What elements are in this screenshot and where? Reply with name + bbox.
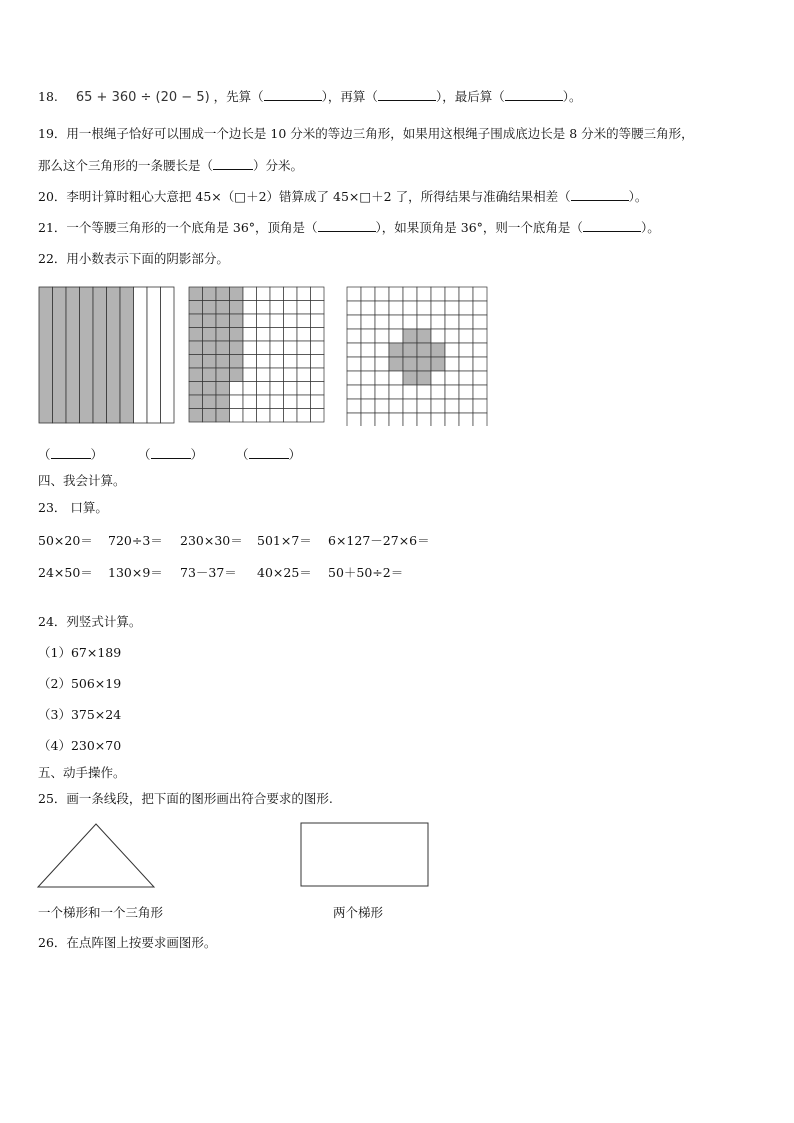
- grid-cell: [311, 287, 325, 301]
- grid-cell: [417, 385, 431, 399]
- grid-cell: [347, 315, 361, 329]
- text-part: ）。: [562, 89, 582, 104]
- calc-item: 230×30＝: [180, 533, 243, 548]
- strip: [93, 287, 107, 423]
- text-part: ），如果顶角是 36°，则一个底角是（: [375, 220, 583, 235]
- grid-cell: [270, 341, 284, 355]
- grid-cell: [189, 341, 203, 355]
- grid-cell: [473, 413, 487, 426]
- grid-cell: [389, 329, 403, 343]
- grid-cell: [297, 287, 311, 301]
- grid-cell: [311, 395, 325, 409]
- grid-cell: [189, 301, 203, 315]
- grid-cell: [270, 395, 284, 409]
- grid-cell: [445, 315, 459, 329]
- grid-cell: [189, 382, 203, 396]
- grid-cell: [189, 314, 203, 328]
- grid-cell: [203, 409, 217, 423]
- grid-cell: [311, 382, 325, 396]
- grid-cell: [431, 301, 445, 315]
- grid-cell: [445, 413, 459, 426]
- grid-cell: [189, 368, 203, 382]
- grid-cell: [216, 328, 230, 342]
- grid-cell: [473, 371, 487, 385]
- grid-cell: [257, 368, 271, 382]
- grid-cell: [216, 382, 230, 396]
- grid-cell: [230, 287, 244, 301]
- grid-cell: [297, 382, 311, 396]
- text-part: ）。: [640, 220, 660, 235]
- grid-cell: [243, 328, 257, 342]
- grid-cell: [189, 287, 203, 301]
- grid-cell: [459, 399, 473, 413]
- text-part: ，先算（: [213, 89, 264, 104]
- grid-cell: [459, 329, 473, 343]
- answer-blank[interactable]: [151, 446, 191, 459]
- grid-cell: [459, 385, 473, 399]
- grid-cell: [297, 368, 311, 382]
- grid-cell: [445, 357, 459, 371]
- answer-blank[interactable]: [318, 219, 376, 232]
- grid-cell: [311, 409, 325, 423]
- grid-cell: [403, 329, 417, 343]
- grid-cell: [375, 329, 389, 343]
- grid-cell: [445, 385, 459, 399]
- q22-answer-3: [236, 446, 301, 463]
- grid-cell: [445, 343, 459, 357]
- grid-cell: [311, 328, 325, 342]
- strip: [53, 287, 67, 423]
- grid-cell: [473, 357, 487, 371]
- grid-cell: [431, 287, 445, 301]
- grid-cell: [417, 301, 431, 315]
- calc-item: 501×7＝: [257, 533, 312, 548]
- grid-cell: [203, 301, 217, 315]
- answer-blank[interactable]: [571, 188, 629, 201]
- bracket: （: [38, 447, 51, 462]
- answer-blank[interactable]: [583, 219, 641, 232]
- grid-cell: [230, 368, 244, 382]
- grid-cell: [375, 385, 389, 399]
- grid-cell: [389, 371, 403, 385]
- grid-cell: [203, 341, 217, 355]
- question-18: [38, 88, 581, 106]
- grid-cell: [459, 371, 473, 385]
- triangle-figure: [36, 822, 158, 890]
- grid-cell: [459, 315, 473, 329]
- grid-cell: [417, 413, 431, 426]
- grid-cell: [243, 301, 257, 315]
- grid-cell: [203, 368, 217, 382]
- grid-cell: [270, 382, 284, 396]
- question-21: [38, 219, 660, 236]
- grid-cell: [445, 301, 459, 315]
- grid-cell: [375, 399, 389, 413]
- grid-cell: [431, 371, 445, 385]
- grid-cell: [361, 357, 375, 371]
- grid-cell: [297, 328, 311, 342]
- grid-cell: [284, 355, 298, 369]
- question-19-line2: [38, 157, 303, 174]
- grid-cell: [389, 315, 403, 329]
- grid-cell: [297, 409, 311, 423]
- grid-cell: [311, 355, 325, 369]
- grid-cell: [361, 385, 375, 399]
- grid-cell: [270, 301, 284, 315]
- rectangle-figure: [300, 822, 430, 890]
- grid-cell: [257, 341, 271, 355]
- grid-cell: [284, 341, 298, 355]
- answer-blank[interactable]: [378, 88, 436, 101]
- grid-cell: [431, 357, 445, 371]
- question-24: 24．列竖式计算。: [38, 614, 142, 629]
- grid-cell: [284, 368, 298, 382]
- grid-cell: [203, 328, 217, 342]
- section-5-heading: 五、动手操作。: [38, 765, 126, 780]
- answer-blank[interactable]: [505, 88, 563, 101]
- grid-cell: [243, 287, 257, 301]
- grid-cell: [203, 287, 217, 301]
- grid-cell: [311, 314, 325, 328]
- grid-cell: [361, 343, 375, 357]
- grid-cell: [189, 355, 203, 369]
- grid-cell: [257, 355, 271, 369]
- grid-cell: [459, 301, 473, 315]
- grid-cell: [189, 328, 203, 342]
- section-4-heading: 四、我会计算。: [38, 473, 126, 488]
- grid-cell: [375, 301, 389, 315]
- grid-cell: [347, 329, 361, 343]
- grid-cell: [203, 355, 217, 369]
- grid-cell: [189, 409, 203, 423]
- grid-cell: [375, 357, 389, 371]
- grid-cell: [216, 355, 230, 369]
- grid-cell: [257, 314, 271, 328]
- grid-cell: [417, 357, 431, 371]
- strip: [66, 287, 80, 423]
- grid-cell: [375, 371, 389, 385]
- answer-blank[interactable]: [51, 446, 91, 459]
- question-number: 18.: [38, 89, 58, 104]
- grid-cell: [257, 409, 271, 423]
- expression: 65 + 360 ÷ (20 − 5): [75, 90, 210, 105]
- question-22: 22．用小数表示下面的阴影部分。: [38, 251, 229, 266]
- grid-cell: [431, 329, 445, 343]
- grid-cell: [230, 341, 244, 355]
- grid-cell: [216, 368, 230, 382]
- strip: [161, 287, 175, 423]
- grid-cell: [361, 371, 375, 385]
- q22-answer-2: [138, 446, 203, 463]
- grid-cell: [257, 301, 271, 315]
- question-25: 25．画一条线段，把下面的图形画出符合要求的图形.: [38, 791, 333, 806]
- text-part: ），再算（: [321, 89, 378, 104]
- grid-cell: [297, 314, 311, 328]
- vertical-calc-item: （4）230×70: [38, 738, 122, 753]
- grid-cell: [297, 341, 311, 355]
- grid-cell: [361, 301, 375, 315]
- grid-cell: [375, 315, 389, 329]
- grid-cell: [417, 343, 431, 357]
- grid-cell: [243, 395, 257, 409]
- grid-cell: [459, 287, 473, 301]
- grid-cell: [243, 382, 257, 396]
- text-part: ）。: [628, 189, 648, 204]
- grid-cell: [361, 399, 375, 413]
- calc-item: 130×9＝: [108, 565, 163, 580]
- grid-cell: [417, 315, 431, 329]
- grid-cell: [216, 395, 230, 409]
- grid-cell: [243, 409, 257, 423]
- grid-cell: [431, 413, 445, 426]
- grid-cell: [284, 409, 298, 423]
- grid-cell: [216, 409, 230, 423]
- text-part: ）分米。: [253, 158, 304, 173]
- vertical-calc-item: （3）375×24: [38, 707, 122, 722]
- grid-cell: [375, 343, 389, 357]
- vertical-calc-item: （1）67×189: [38, 645, 122, 660]
- grid-cell: [431, 385, 445, 399]
- bracket: （: [138, 447, 151, 462]
- grid-cell: [389, 385, 403, 399]
- answer-blank[interactable]: [213, 157, 253, 170]
- grid-cell: [459, 357, 473, 371]
- grid-cell: [270, 314, 284, 328]
- grid-cell: [347, 287, 361, 301]
- grid-cell: [403, 287, 417, 301]
- grid-cell: [347, 385, 361, 399]
- grid-cell: [361, 329, 375, 343]
- calc-item: 50＋50÷2＝: [328, 565, 404, 580]
- grid-cell: [284, 314, 298, 328]
- grid-cell: [403, 385, 417, 399]
- text-part: 21．一个等腰三角形的一个底角是 36°，顶角是（: [38, 220, 318, 235]
- grid-cell: [403, 399, 417, 413]
- strip: [147, 287, 161, 423]
- grid-cell: [270, 328, 284, 342]
- grid-cell: [243, 314, 257, 328]
- grid-cell: [431, 315, 445, 329]
- question-26: 26．在点阵图上按要求画图形。: [38, 935, 217, 950]
- grid-cell: [389, 301, 403, 315]
- grid-cell: [284, 301, 298, 315]
- grid-cell: [347, 399, 361, 413]
- grid-cell: [473, 399, 487, 413]
- grid-cell: [311, 301, 325, 315]
- grid-cell: [445, 329, 459, 343]
- grid-cell: [257, 382, 271, 396]
- grid-cell: [389, 357, 403, 371]
- vertical-calc-item: （2）506×19: [38, 676, 122, 691]
- grid-cell: [417, 399, 431, 413]
- grid-cell: [403, 343, 417, 357]
- grid-cell: [216, 301, 230, 315]
- grid-cell: [347, 301, 361, 315]
- grid-cell: [297, 355, 311, 369]
- grid-cell: [297, 301, 311, 315]
- grid-cell: [243, 341, 257, 355]
- grid-cell: [203, 382, 217, 396]
- figure-label-2: 两个梯形: [333, 905, 384, 920]
- strip: [120, 287, 134, 423]
- grid-cell: [445, 287, 459, 301]
- grid-cell: [230, 395, 244, 409]
- grid-cell: [270, 287, 284, 301]
- grid-cell: [347, 413, 361, 426]
- question-23: 23． 口算。: [38, 500, 108, 515]
- grid-cell: [243, 368, 257, 382]
- grid-cell: [203, 314, 217, 328]
- calc-item: 73－37＝: [180, 565, 237, 580]
- grid-cell: [389, 399, 403, 413]
- grid-cell: [216, 341, 230, 355]
- grid-cell: [230, 355, 244, 369]
- grid-cell: [375, 287, 389, 301]
- bracket: ）: [190, 447, 204, 462]
- grid-cell: [230, 382, 244, 396]
- grid-cell: [311, 368, 325, 382]
- grid-cell: [473, 385, 487, 399]
- grid-cell: [417, 329, 431, 343]
- answer-blank[interactable]: [249, 446, 289, 459]
- grid-cell: [431, 399, 445, 413]
- grid-cell: [347, 357, 361, 371]
- grid-cell: [284, 382, 298, 396]
- grid-cell: [257, 328, 271, 342]
- grid-cell: [284, 395, 298, 409]
- grid-cell: [473, 287, 487, 301]
- question-19-line1: 19．用一根绳子恰好可以围成一个边长是 10 分米的等边三角形，如果用这根绳子围成底边长是 8 分米的等腰三角形，: [38, 126, 694, 141]
- grid-cell: [189, 395, 203, 409]
- grid-cell: [403, 413, 417, 426]
- grid-cell: [361, 315, 375, 329]
- grid-cell: [417, 287, 431, 301]
- answer-blank[interactable]: [264, 88, 322, 101]
- strip: [134, 287, 148, 423]
- grid-cell: [270, 409, 284, 423]
- grid-cell: [473, 315, 487, 329]
- grid-cell: [389, 413, 403, 426]
- grid-cell: [347, 371, 361, 385]
- grid-cell: [459, 343, 473, 357]
- grid-cell: [284, 328, 298, 342]
- grid-cell: [257, 287, 271, 301]
- grid-cell: [243, 355, 257, 369]
- grid-cell: [230, 409, 244, 423]
- q22-answer-1: [38, 446, 103, 463]
- grid-cell: [403, 315, 417, 329]
- figure-label-1: 一个梯形和一个三角形: [38, 905, 164, 920]
- grid-cell: [203, 395, 217, 409]
- grid-cell: [403, 301, 417, 315]
- grid-cell: [361, 413, 375, 426]
- text-part: 那么这个三角形的一条腰长是（: [38, 158, 214, 173]
- question-20: [38, 188, 647, 205]
- figure-strips: [38, 286, 175, 424]
- grid-cell: [347, 343, 361, 357]
- grid-cell: [216, 314, 230, 328]
- grid-cell: [473, 329, 487, 343]
- calc-item: 50×20＝: [38, 533, 93, 548]
- grid-cell: [445, 399, 459, 413]
- bracket: ）: [288, 447, 302, 462]
- grid-cell: [473, 343, 487, 357]
- calc-item: 24×50＝: [38, 565, 93, 580]
- calc-item: 40×25＝: [257, 565, 312, 580]
- figure-grid-2: [188, 286, 326, 424]
- grid-cell: [389, 343, 403, 357]
- grid-cell: [473, 301, 487, 315]
- grid-cell: [270, 355, 284, 369]
- grid-cell: [257, 395, 271, 409]
- grid-cell: [459, 413, 473, 426]
- strip: [107, 287, 121, 423]
- grid-cell: [284, 287, 298, 301]
- bracket: （: [236, 447, 249, 462]
- grid-cell: [403, 357, 417, 371]
- grid-cell: [445, 371, 459, 385]
- grid-cell: [230, 314, 244, 328]
- figure-grid-3: [346, 286, 488, 426]
- grid-cell: [431, 343, 445, 357]
- grid-cell: [389, 287, 403, 301]
- calc-item: 720÷3＝: [108, 533, 163, 548]
- grid-cell: [417, 371, 431, 385]
- grid-cell: [216, 287, 230, 301]
- grid-cell: [297, 395, 311, 409]
- calc-item: 6×127－27×6＝: [328, 533, 430, 548]
- grid-cell: [403, 371, 417, 385]
- strip: [39, 287, 53, 423]
- grid-cell: [311, 341, 325, 355]
- grid-cell: [230, 301, 244, 315]
- text-part: ），最后算（: [435, 89, 505, 104]
- text-part: 20．李明计算时粗心大意把 45×（□＋2）错算成了 45×□＋2 了，所得结果与准确结果相差（: [38, 189, 571, 204]
- bracket: ）: [90, 447, 104, 462]
- grid-cell: [361, 287, 375, 301]
- grid-cell: [230, 328, 244, 342]
- strip: [80, 287, 94, 423]
- grid-cell: [375, 413, 389, 426]
- grid-cell: [270, 368, 284, 382]
